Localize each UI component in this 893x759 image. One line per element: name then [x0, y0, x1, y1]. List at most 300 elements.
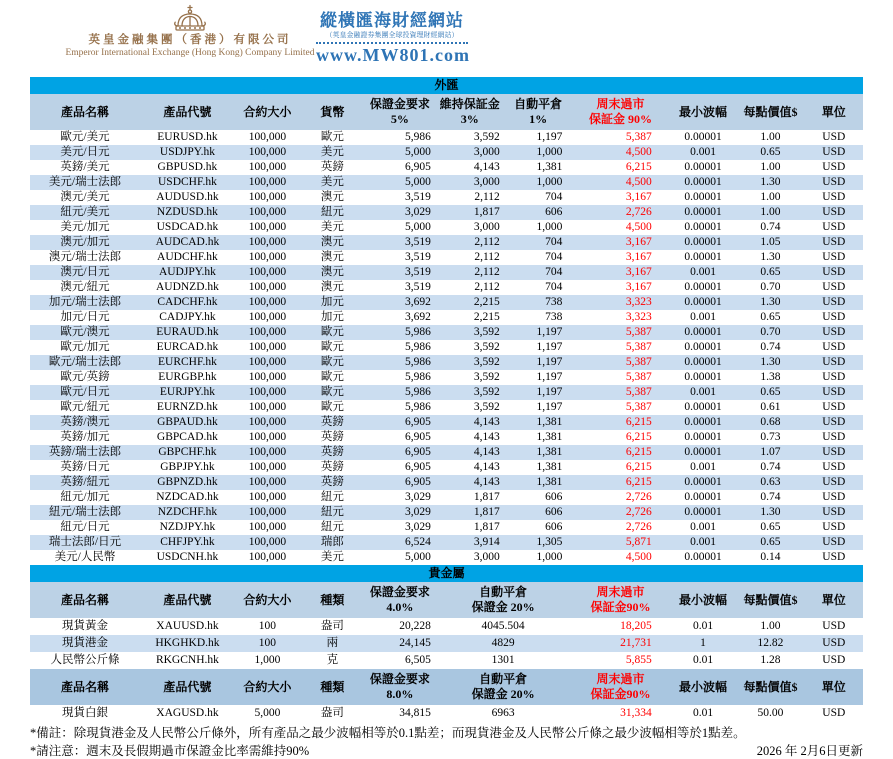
cell: GBPUSD.hk [157, 161, 218, 173]
cell: 2,726 [571, 205, 669, 220]
cell: 100,000 [248, 461, 287, 473]
cell: USD [805, 385, 863, 400]
table-row [30, 385, 863, 400]
company-name-zh: 英皇金融集團（香港）有限公司 [88, 34, 292, 46]
cell: 606 [505, 205, 572, 220]
table-row [30, 445, 863, 460]
table-row [30, 535, 863, 550]
cell: 0.001 [690, 311, 716, 323]
cell: 澳元/加元 [30, 235, 140, 250]
table-row [30, 652, 863, 669]
header-line-2: 保証金90% [590, 600, 651, 614]
cell: 紐元 [320, 491, 344, 503]
cell: 紐元 [300, 205, 365, 220]
cell: USD [805, 355, 863, 370]
cell: 美元 [320, 221, 344, 233]
cell: 3,519 [404, 191, 431, 203]
cell: 3,592 [473, 341, 500, 353]
cell: 歐元 [300, 325, 365, 340]
header-line-1: 單位 [821, 679, 846, 694]
cell: USD [805, 415, 863, 430]
cell: 加元/瑞士法郎 [30, 295, 140, 310]
cell: 英鎊/澳元 [30, 415, 140, 430]
metals-body-a [30, 618, 863, 669]
margin-table-sheet [30, 77, 863, 722]
header-line-1: 種類 [320, 679, 345, 694]
cell: HKGHKD.hk [140, 635, 235, 652]
cell: 1 [670, 635, 737, 652]
cell: 5,855 [625, 654, 652, 666]
cell: 兩 [300, 635, 365, 652]
cell: 3,000 [473, 221, 500, 233]
cell: 4045.504 [481, 620, 525, 632]
cell: 6,215 [571, 475, 669, 490]
cell: USD [822, 341, 846, 353]
header-line-1: 保證金要求 [369, 672, 430, 686]
cell: 1,197 [536, 371, 563, 383]
cell: 1.30 [760, 251, 781, 263]
cell: USD [822, 461, 846, 473]
cell: 0.00001 [684, 191, 722, 203]
cell: 5,000 [365, 175, 435, 190]
cell: USD [822, 707, 846, 719]
cell: 1,305 [505, 535, 572, 550]
table-row [30, 205, 863, 220]
cell: 4,143 [473, 431, 500, 443]
column-header [235, 94, 300, 130]
table-row [30, 520, 863, 535]
cell: CADJPY.hk [159, 311, 216, 323]
cell: 0.68 [736, 415, 804, 430]
cell: 0.00001 [684, 341, 722, 353]
cell: 100,000 [248, 521, 287, 533]
cell: 澳元 [300, 235, 365, 250]
column-header [670, 582, 737, 618]
cell: 美元 [300, 175, 365, 190]
cell: 1,381 [536, 461, 563, 473]
cell: 704 [505, 235, 572, 250]
cell: 100,000 [235, 415, 300, 430]
cell: 0.00001 [670, 175, 737, 190]
company-name-en: Emperor International Exchange (Hong Kong) Company Limited [65, 48, 315, 58]
cell: 0.65 [736, 145, 804, 160]
cell: 4,143 [473, 461, 500, 473]
column-header [505, 94, 572, 130]
cell: 1,197 [536, 401, 563, 413]
cell: 1.00 [760, 191, 781, 203]
cell: 紐元/日元 [60, 521, 110, 533]
cell: 5,387 [625, 131, 652, 143]
cell: 21,731 [571, 635, 669, 652]
cell: 歐元 [320, 131, 344, 143]
cell: 100,000 [235, 325, 300, 340]
cell: 5,387 [625, 341, 652, 353]
table-row [30, 340, 863, 355]
cell: USD [822, 521, 846, 533]
cell: 0.63 [736, 475, 804, 490]
cell: 100,000 [248, 131, 287, 143]
cell: USD [805, 235, 863, 250]
site-url-link[interactable]: www.MW801.com [316, 45, 470, 65]
cell: GBPJPY.hk [160, 461, 215, 473]
cell: AUDUSD.hk [156, 191, 219, 203]
cell: 606 [545, 521, 563, 533]
cell: 0.73 [760, 431, 781, 443]
column-header [571, 669, 669, 705]
cell: 0.14 [760, 551, 781, 563]
cell: 3,029 [365, 205, 435, 220]
cell: 歐元 [320, 371, 344, 383]
cell: 100,000 [248, 431, 287, 443]
cell: 6963 [491, 707, 515, 719]
updated-date: 2026 年 2月6日更新 [756, 744, 863, 758]
cell: 5,986 [365, 385, 435, 400]
header-line-1: 產品代號 [163, 592, 212, 607]
cell: 0.00001 [670, 445, 737, 460]
header-line-1: 每點價值$ [743, 679, 798, 694]
cell: 1.30 [736, 505, 804, 520]
cell: 3,592 [473, 401, 500, 413]
cell: 3,323 [571, 295, 669, 310]
table-row [30, 490, 863, 505]
cell: 1,197 [505, 355, 572, 370]
cell: 0.00001 [684, 251, 722, 263]
header-line-2: 4.0% [386, 600, 414, 614]
table-row [30, 280, 863, 295]
cell: 3,167 [625, 281, 652, 293]
site-banner [316, 12, 468, 65]
cell: 0.001 [670, 145, 737, 160]
header-line-2: 3% [460, 112, 479, 126]
cell: 3,167 [625, 251, 652, 263]
header-line-1: 周末過市 [596, 585, 645, 599]
cell: 5,986 [404, 341, 431, 353]
cell: 5,986 [404, 131, 431, 143]
cell: 0.00001 [670, 475, 737, 490]
cell: 2,726 [571, 505, 669, 520]
cell: 歐元/瑞士法郎 [30, 355, 140, 370]
cell: 1,000 [254, 654, 281, 666]
cell: USDCNH.hk [156, 551, 219, 563]
header-line-1: 產品名稱 [60, 679, 109, 694]
column-header [736, 669, 804, 705]
cell: 1,381 [536, 161, 563, 173]
cell: 100,000 [235, 145, 300, 160]
cell: 1,817 [435, 205, 505, 220]
cell: 澳元 [300, 265, 365, 280]
cell: 1301 [491, 654, 515, 666]
cell: 1.38 [760, 371, 781, 383]
cell: GBPAUD.hk [140, 415, 235, 430]
cell: 100,000 [248, 491, 287, 503]
cell: 英鎊/紐元 [30, 475, 140, 490]
cell: 0.001 [670, 535, 737, 550]
cell: 0.65 [736, 265, 804, 280]
footnote-2: *請注意：週末及長假期過市保證金比率需維持90% [30, 744, 310, 758]
column-header [140, 582, 235, 618]
cell: EURCHF.hk [140, 355, 235, 370]
cell: USD [805, 145, 863, 160]
header-line-1: 合約大小 [243, 679, 292, 694]
cell: EURCAD.hk [156, 341, 219, 353]
cell: 6,215 [625, 161, 652, 173]
header-line-1: 合約大小 [243, 104, 292, 119]
cell: 3,592 [435, 325, 505, 340]
cell: 現貨白銀 [61, 707, 108, 719]
cell: 3,029 [404, 491, 431, 503]
column-header [670, 94, 737, 130]
cell: 1,197 [505, 325, 572, 340]
cell: 100,000 [248, 341, 287, 353]
cell: 紐元/美元 [30, 205, 140, 220]
section-band-metals [30, 565, 863, 582]
cell: 英鎊 [320, 161, 344, 173]
cell: 5,000 [404, 221, 431, 233]
cell: 3,914 [435, 535, 505, 550]
cell: 0.00001 [670, 295, 737, 310]
cell: 6,505 [404, 654, 431, 666]
table-row [30, 400, 863, 415]
cell: 0.01 [692, 654, 714, 666]
cell: 英鎊 [320, 431, 344, 443]
cell: 100,000 [248, 161, 287, 173]
cell: USD [822, 431, 846, 443]
cell: 100,000 [248, 401, 287, 413]
cell: 2,112 [435, 265, 505, 280]
cell: USD [822, 654, 846, 666]
cell: 0.01 [692, 707, 714, 719]
column-header [805, 582, 863, 618]
cell: 3,000 [435, 145, 505, 160]
metals-body-b [30, 705, 863, 722]
cell: 美元/人民幣 [54, 551, 116, 563]
cell: AUDNZD.hk [155, 281, 219, 293]
header-line-1: 最小波幅 [678, 104, 727, 119]
cell: XAGUSD.hk [156, 707, 219, 719]
company-logo [55, 4, 325, 59]
cell: 0.00001 [670, 415, 737, 430]
cell: 100,000 [248, 281, 287, 293]
header-line-1: 產品代號 [163, 104, 212, 119]
cell: 人民幣公斤條 [50, 654, 120, 666]
cell: 1,000 [536, 551, 563, 563]
cell: 0.001 [670, 265, 737, 280]
cell: 0.00001 [670, 355, 737, 370]
cell: USD [805, 505, 863, 520]
cell: 4,500 [625, 221, 652, 233]
column-header [435, 669, 572, 705]
cell: 1,000 [505, 175, 572, 190]
cell: 0.65 [760, 521, 781, 533]
cell: 0.001 [670, 385, 737, 400]
cell: 4,143 [435, 475, 505, 490]
cell: 0.00001 [684, 491, 722, 503]
column-header [435, 94, 505, 130]
cell: 606 [505, 505, 572, 520]
cell: 3,519 [404, 281, 431, 293]
cell: 英鎊 [320, 461, 344, 473]
cell: 5,986 [365, 325, 435, 340]
table-row [30, 265, 863, 280]
cell: 100,000 [248, 311, 287, 323]
metals-header-row-a [30, 582, 863, 618]
cell: 1.00 [760, 161, 781, 173]
header-line-1: 種類 [320, 592, 345, 607]
cell: 歐元 [320, 341, 344, 353]
column-header [670, 669, 737, 705]
header-line-2: 保證金 20% [471, 687, 535, 701]
column-header [30, 582, 140, 618]
cell: 澳元/紐元 [60, 281, 110, 293]
cell: NZDCAD.hk [156, 491, 219, 503]
header-line-1: 單位 [821, 592, 846, 607]
cell: 5,000 [254, 707, 281, 719]
column-header [805, 94, 863, 130]
cell: 0.74 [760, 491, 781, 503]
cell: 0.61 [760, 401, 781, 413]
cell: 3,519 [365, 265, 435, 280]
table-row [30, 415, 863, 430]
cell: USD [822, 401, 846, 413]
cell: 英鎊 [300, 445, 365, 460]
header-line-1: 產品名稱 [60, 104, 109, 119]
header-line-2: 保證金 20% [471, 600, 535, 614]
section-band-forex [30, 77, 863, 94]
cell: EURAUD.hk [140, 325, 235, 340]
cell: 4,500 [571, 145, 669, 160]
table-row [30, 325, 863, 340]
cell: EURUSD.hk [157, 131, 218, 143]
cell: 3,167 [571, 265, 669, 280]
cell: 美元/加元 [60, 221, 110, 233]
header-line-1: 周末過市 [596, 97, 645, 111]
cell: 3,692 [365, 295, 435, 310]
cell: 6,215 [625, 461, 652, 473]
cell: 2,215 [435, 295, 505, 310]
cell: 1,381 [536, 431, 563, 443]
cell: 0.00001 [684, 551, 722, 563]
cell: 704 [545, 251, 563, 263]
cell: 美元 [300, 145, 365, 160]
cell: 歐元/日元 [30, 385, 140, 400]
header-line-2: 8.0% [386, 687, 414, 701]
cell: 0.00001 [684, 371, 722, 383]
forex-header-row [30, 94, 863, 130]
cell: 3,029 [365, 505, 435, 520]
cell: 0.00001 [670, 325, 737, 340]
cell: 3,000 [435, 175, 505, 190]
table-row [30, 220, 863, 235]
cell: USD [805, 295, 863, 310]
cell: 4,143 [435, 415, 505, 430]
cell: 3,029 [404, 521, 431, 533]
cell: 100,000 [235, 235, 300, 250]
cell: 0.001 [690, 461, 716, 473]
cell: 3,323 [625, 311, 652, 323]
cell: 紐元/瑞士法郎 [30, 505, 140, 520]
cell: 0.00001 [684, 131, 722, 143]
cell: 2,726 [625, 521, 652, 533]
cell: USD [822, 311, 846, 323]
cell: 704 [545, 281, 563, 293]
cell: 歐元/澳元 [30, 325, 140, 340]
cell: 1,000 [536, 221, 563, 233]
table-row [30, 460, 863, 475]
cell: 5,000 [404, 551, 431, 563]
column-header [805, 669, 863, 705]
cell: 加元 [320, 311, 344, 323]
margin-table [30, 77, 863, 722]
cell: 歐元/加元 [60, 341, 110, 353]
cell: 0.00001 [684, 401, 722, 413]
cell: 4829 [435, 635, 572, 652]
cell: 3,592 [435, 355, 505, 370]
cell: GBPCHF.hk [140, 445, 235, 460]
cell: 6,905 [404, 161, 431, 173]
cell: 606 [545, 491, 563, 503]
cell: NZDCHF.hk [140, 505, 235, 520]
header-line-1: 貨幣 [320, 104, 345, 119]
cell: 英鎊/加元 [60, 431, 110, 443]
cell: USDJPY.hk [140, 145, 235, 160]
column-header [365, 94, 435, 130]
cell: USD [822, 620, 846, 632]
cell: USD [822, 191, 846, 203]
cell: 0.001 [690, 521, 716, 533]
cell: 100,000 [235, 385, 300, 400]
cell: 歐元/美元 [60, 131, 110, 143]
cell: 0.00001 [670, 505, 737, 520]
cell: 盎司 [320, 620, 344, 632]
table-row [30, 175, 863, 190]
cell: EURGBP.hk [158, 371, 217, 383]
cell: 100,000 [248, 251, 287, 263]
cell: 4,500 [571, 175, 669, 190]
cell: 1,817 [435, 505, 505, 520]
cell: 瑞士法郎/日元 [30, 535, 140, 550]
table-row [30, 550, 863, 565]
cell: 1.05 [736, 235, 804, 250]
cell: 現貨黃金 [61, 620, 108, 632]
column-header [365, 669, 435, 705]
table-row [30, 295, 863, 310]
cell: 6,905 [404, 431, 431, 443]
cell: 美元 [320, 551, 344, 563]
cell: 克 [326, 654, 339, 666]
cell: USDCHF.hk [140, 175, 235, 190]
cell: EURNZD.hk [156, 401, 218, 413]
cell: 3,519 [365, 235, 435, 250]
table-row [30, 618, 863, 635]
cell: 100,000 [235, 535, 300, 550]
cell: 歐元/紐元 [60, 401, 110, 413]
cell: 18,205 [620, 620, 652, 632]
cell: 澳元/美元 [60, 191, 110, 203]
cell: 1.30 [736, 295, 804, 310]
cell: 100,000 [235, 355, 300, 370]
header-line-1: 自動平倉 [514, 97, 563, 111]
cell: 澳元 [320, 251, 344, 263]
cell: 12.82 [736, 635, 804, 652]
cell: 6,905 [365, 415, 435, 430]
cell: 2,112 [474, 281, 500, 293]
cell: 0.00001 [684, 281, 722, 293]
header-line-2: 保証金 90% [589, 112, 653, 126]
cell: USD [805, 265, 863, 280]
cell: XAUUSD.hk [156, 620, 219, 632]
cell: 紐元 [300, 505, 365, 520]
cell: NZDUSD.hk [140, 205, 235, 220]
